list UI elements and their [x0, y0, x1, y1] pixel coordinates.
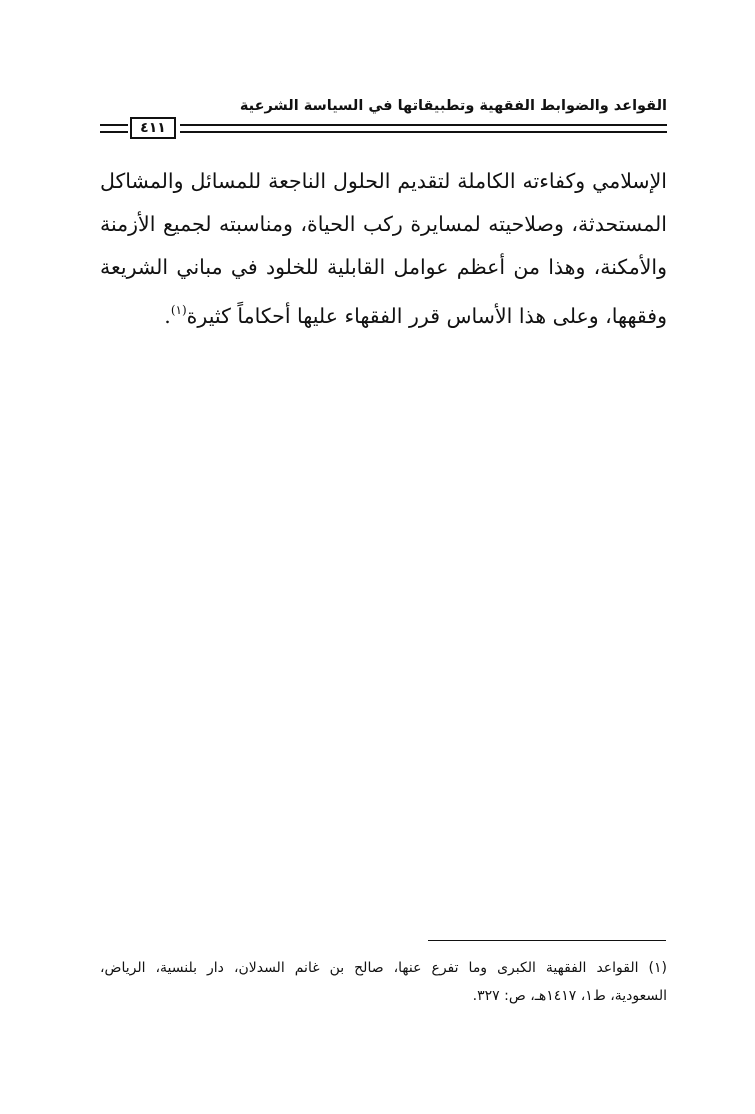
- running-title: القواعد والضوابط الفقهية وتطبيقاتها في السياسة الشرعية: [239, 98, 667, 114]
- body-paragraph: [100, 160, 667, 338]
- header-short-rule-top: [100, 124, 128, 126]
- header-rule-top: [180, 124, 667, 126]
- body-line-4-text: وفقهها، وعلى هذا الأساس قرر الفقهاء عليها أحكاماً كثيرة: [186, 304, 667, 328]
- body-line-4: [100, 289, 667, 338]
- page-number: ٤١١: [130, 117, 176, 139]
- footnote-separator: [428, 940, 666, 941]
- footnote-reference: (١): [170, 303, 187, 317]
- header-short-rule-bottom: [100, 131, 128, 133]
- body-line-3: والأمكنة، وهذا من أعظم عوامل القابلية للخلود في مباني الشريعة: [100, 255, 667, 279]
- footnote-line-1: (١) القواعد الفقهية الكبرى وما تفرع عنها، صالح بن غانم السدلان، دار بلنسية، الرياض،: [100, 960, 667, 976]
- line-end-period: .: [164, 304, 171, 328]
- footnote: [100, 954, 667, 1010]
- body-line-2: المستحدثة، وصلاحيته لمسايرة ركب الحياة، ومناسبته لجميع الأزمنة: [100, 212, 667, 236]
- body-line-1: الإسلامي وكفاءته الكاملة لتقديم الحلول الناجعة للمسائل والمشاكل: [100, 169, 667, 193]
- footnote-line-2: السعودية، ط١، ١٤١٧هـ، ص: ٣٢٧.: [472, 988, 667, 1004]
- header-rule-bottom: [180, 131, 667, 133]
